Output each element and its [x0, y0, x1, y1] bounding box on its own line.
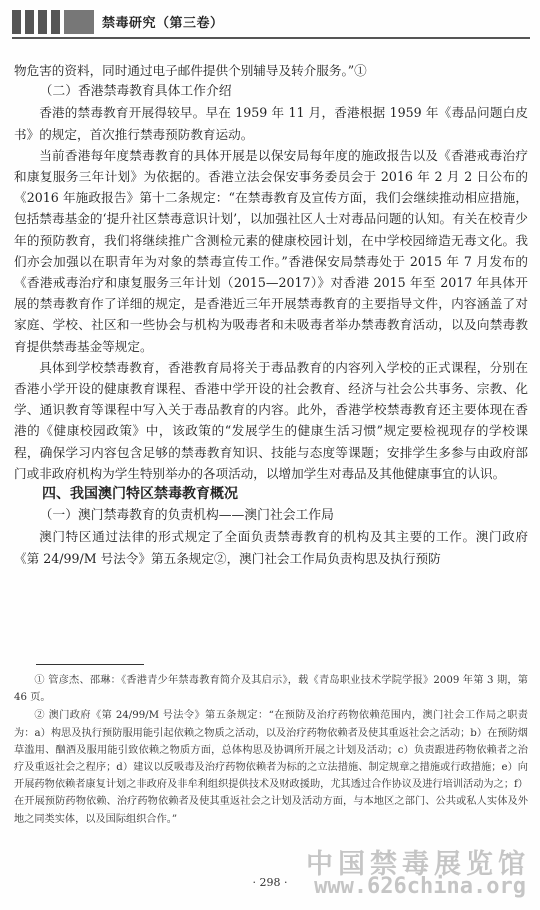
main-text [14, 60, 528, 569]
paragraph: 澳门特区通过法律的形式规定了全面负责禁毒教育的机构及其主要的工作。澳门政府《第 24/99/M 号法令》第五条规定②，澳门社会工作局负责构思及执行预防 [14, 529, 528, 566]
watermark-url: www.626china.org [314, 874, 526, 899]
paragraph: 当前香港每年度禁毒教育的具体开展是以保安局每年度的施政报告以及《香港戒毒治疗和康复服务三年计划》为依据的。香港立法会保安事务委员会于 2016 年 2 月 2 日公布的《2016 年施政报告》第十二条规定：“在禁毒教育及宣传方面，我们会继续推动相应措施，包括禁毒基金的‘提升社区禁毒意识计划’，以加强社区人士对毒品问题的认知。有关在校青少年的预防教育，我们将继续推广含测检元素的健康校园计划，在中学校园缔造无毒文化。我们亦会加强以在职青年为对象的禁毒宣传工作。”香港保安局禁毒处于 2015 年 7 月发布的《香港戒毒治疗和康复服务三年计划（2015—2017）》对香港 2015 年至 2017 年具体开展的禁毒教育作了详细的规定，是香港近三年开展禁毒教育的主要指导文件，内容涵盖了对家庭、学校、社区和一些协会与机构为吸毒者和未吸毒者举办禁毒教育活动，以及向禁毒教育提供禁毒基金等规定。 [14, 147, 528, 354]
section-heading-macau: 四、我国澳门特区禁毒教育概况 [42, 486, 238, 503]
header-title: 禁毒研究（第三卷） [102, 16, 224, 31]
running-header [12, 10, 530, 34]
subsection-heading-macau: （一）澳门禁毒教育的负责机构——澳门社会工作局 [39, 508, 334, 524]
watermark-title: 中国禁毒展览馆 [306, 849, 530, 880]
paragraph: 具体到学校禁毒教育，香港教育局将关于毒品教育的内容列入学校的正式课程，分别在香港小学开设的健康教育课程、香港中学开设的社会教育、经济与社会公共事务、宗教、化学、通识教育等课程中写入关于毒品教育的内容。此外，香港学校禁毒教育还主要体现在香港的《健康校园政策》中，该政策的“发展学生的健康生活习惯”规定要检视现存的学校课程，确保学习内容包含足够的禁毒教育知识、技能与态度等课题；安排学生多参与由政府部门或非政府机构为学生特别举办的各项活动，以增加学生对毒品及其他健康事宜的认识。 [14, 359, 528, 481]
footnotes [14, 672, 528, 829]
subsection-heading-hk: （二）香港禁毒教育具体工作介绍 [39, 84, 232, 100]
page-number: · 298 · [252, 876, 288, 889]
footnote-rule [36, 664, 144, 665]
header-rule [12, 37, 530, 39]
watermark [200, 842, 530, 902]
paragraph: 香港的禁毒教育开展得较早。早在 1959 年 11 月，香港根据 1959 年《毒品问题白皮书》的规定，首次推行禁毒预防教育运动。 [14, 105, 528, 142]
continuation-paragraph: 物危害的资料，同时通过电子邮件提供个别辅导及转介服务。”① [14, 63, 367, 78]
footnote-2: ② 澳门政府《第 24/99/M 号法令》第五条规定：“在预防及治疗药物依赖范围内，澳门社会工作局之职责为：a）构思及执行预防服用能引起依赖之物质之活动，以及治疗药物依赖者及使其重返社会之活动；b）在预防烟草滥用、酗酒及服用能引致依赖之物质方面，总体构思及协调所开展之计划及活动；c）负责跟进药物依赖者之治疗及重返社会之程序；d）建议以反吸毒及治疗药物依赖者为标的之立法措施、制定规章之措施或行政措施；e）向开展药物依赖者康复计划之非政府及非牟利组织提供技术及财政援助，尤其透过合作协议及进行培训活动为之；f）在开展预防药物依赖、治疗药物依赖者及使其重返社会之计划及活动方面，与本地区之部门、公共或私人实体及外地之同类实体，以及国际组织合作。” [14, 710, 528, 825]
header-decoration [12, 10, 94, 34]
footnote-1: ① 管彦杰、邵琳：《香港青少年禁毒教育简介及其启示》，载《青岛职业技术学院学报》2009 年第 3 期，第 46 页。 [14, 675, 528, 704]
